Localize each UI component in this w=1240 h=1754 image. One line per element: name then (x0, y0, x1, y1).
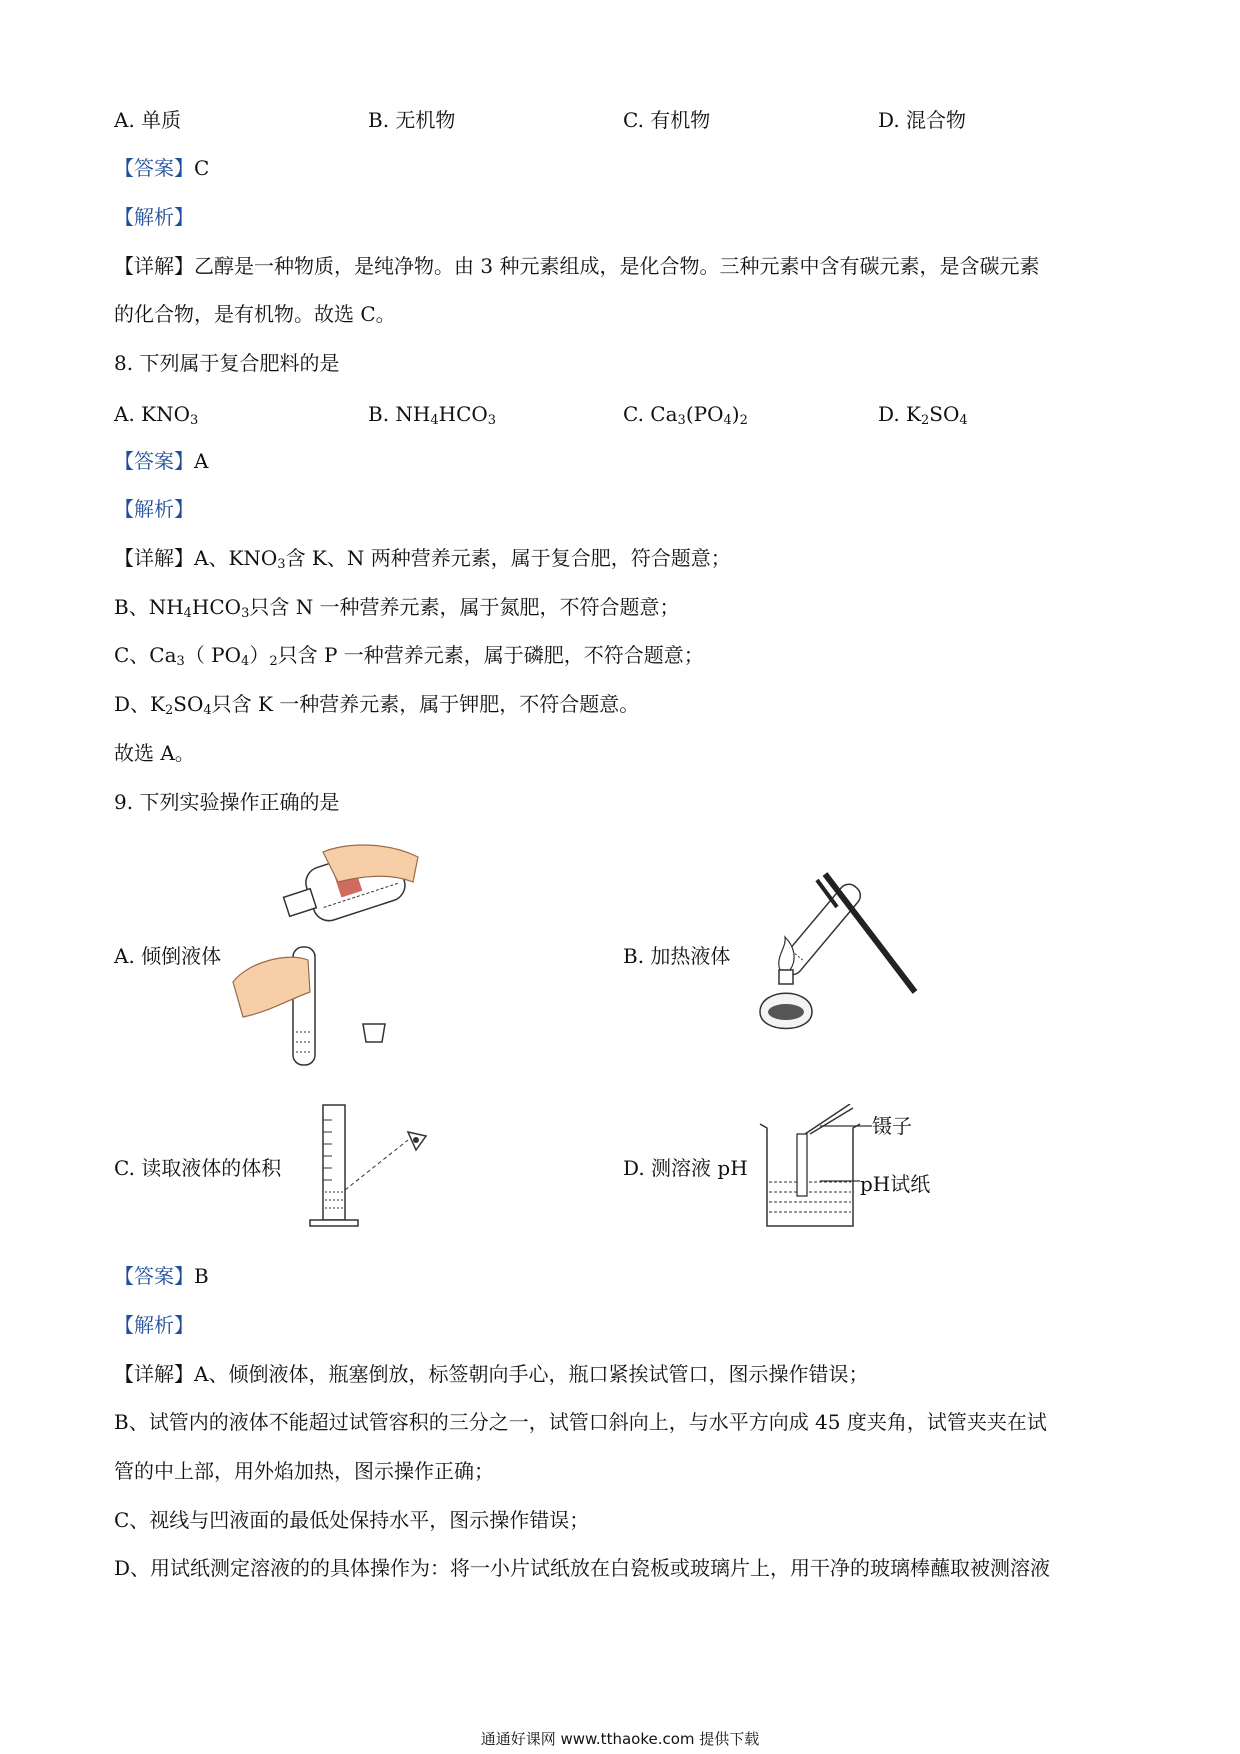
q9-option-a: A. 倾倒液体 (114, 944, 222, 968)
answer-tag: 【答案】 (114, 156, 194, 180)
q8-detail-line-1: 【详解】A、$KNO_3$含 K、N 两种营养元素，属于复合肥，符合题意； (114, 546, 731, 572)
q8-option-b: B. $NH_4HCO_3$ (368, 402, 497, 428)
q9-detail-line-3: 管的中上部，用外焰加热，图示操作正确； (114, 1459, 494, 1483)
q9-option-b: B. 加热液体 (623, 944, 731, 968)
q8-conclusion: 故选 A。 (114, 741, 195, 765)
q9-detail-line-5: D、用试纸测定溶液的的具体操作为：将一小片试纸放在白瓷板或玻璃片上，用干净的玻璃棒蘸取被测溶液 (114, 1556, 1051, 1580)
q9-analysis-tag: 【解析】 (114, 1313, 194, 1337)
q7-option-a: A. 单质 (114, 108, 182, 132)
q8-option-a: A. $KNO_3$ (114, 402, 199, 428)
q9-option-c: C. 读取液体的体积 (114, 1156, 282, 1180)
q9-detail-line-4: C、视线与凹液面的最低处保持水平，图示操作错误； (114, 1508, 590, 1532)
q7-option-c: C. 有机物 (623, 108, 711, 132)
q8-option-d: D. $K_2SO_4$ (878, 402, 968, 428)
page-footer: 通通好课网 www.tthaoke.com 提供下载 (480, 1730, 760, 1748)
figure-leader-lines (820, 1124, 875, 1184)
graduated-cylinder-figure (308, 1100, 438, 1230)
q7-answer (114, 154, 209, 182)
q8-question: 8. 下列属于复合肥料的是 (114, 351, 340, 375)
q8-answer: 【答案】A (114, 449, 209, 473)
q7-detail-line-2: 的化合物，是有机物。故选 C。 (114, 302, 396, 326)
q9-detail-line-1: 【详解】A、倾倒液体，瓶塞倒放，标签朝向手心，瓶口紧挨试管口，图示操作错误； (114, 1362, 869, 1386)
q7-analysis-tag: 【解析】 (114, 205, 194, 229)
heating-liquid-figure (745, 862, 925, 1052)
q8-option-c: C. $Ca_3(PO_4)_2$ (623, 402, 748, 428)
q9-answer: 【答案】B (114, 1264, 209, 1288)
q7-detail-line-1: 【详解】乙醇是一种物质，是纯净物。由 3 种元素组成，是化合物。三种元素中含有碳元素，是含碳元素 (114, 254, 1040, 278)
q8-analysis-tag: 【解析】 (114, 497, 194, 521)
q7-option-b: B. 无机物 (368, 108, 456, 132)
answer-value: C (194, 156, 210, 180)
ph-paper-label: pH试纸 (860, 1172, 931, 1196)
q9-question: 9. 下列实验操作正确的是 (114, 790, 340, 814)
tweezers-label: 镊子 (872, 1114, 912, 1138)
q8-detail-line-3: C、$Ca_3$（ $PO_4)_2$只含 P 一种营养元素，属于磷肥，不符合题意； (114, 643, 704, 669)
q7-option-d: D. 混合物 (878, 108, 967, 132)
q8-detail-line-4: D、$K_2SO_4$只含 K 一种营养元素，属于钾肥，不符合题意。 (114, 692, 640, 718)
q8-detail-line-2: B、$NH_4HCO_3$只含 N 一种营养元素，属于氮肥，不符合题意； (114, 595, 680, 621)
pouring-liquid-figure (228, 842, 438, 1072)
q9-option-d: D. 测溶液 pH (623, 1156, 748, 1180)
q9-detail-line-2: B、试管内的液体不能超过试管容积的三分之一，试管口斜向上，与水平方向成 45 度夹角，试管夹夹在试 (114, 1410, 1047, 1434)
